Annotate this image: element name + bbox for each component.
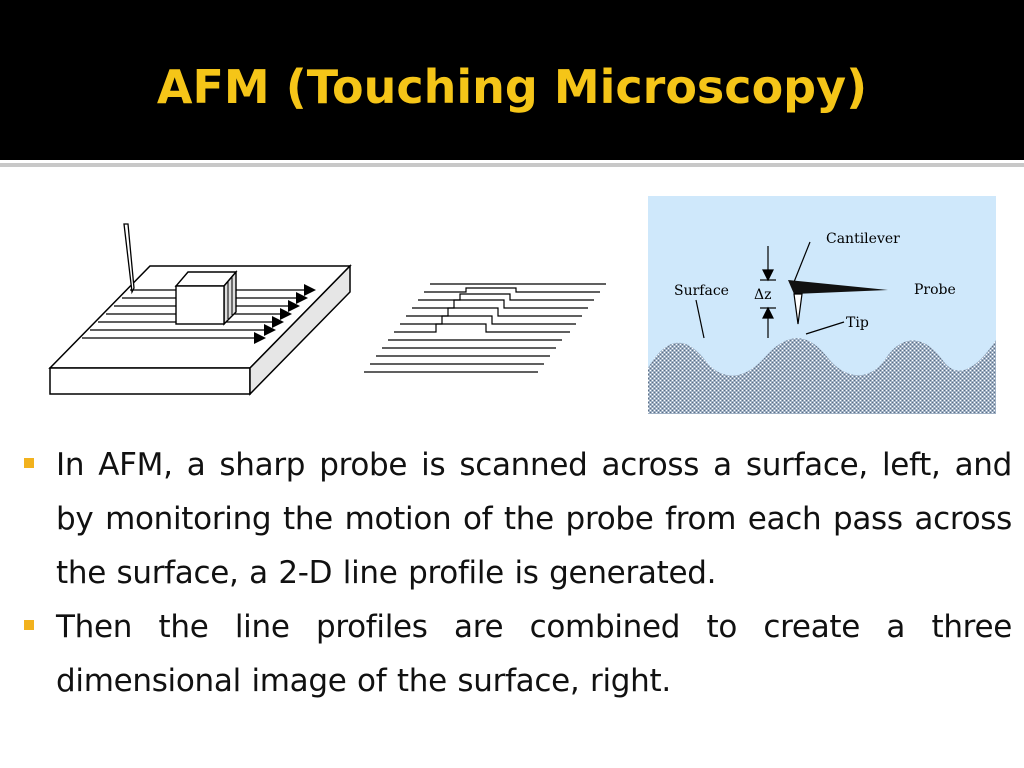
label-delta-z: Δz <box>754 287 772 303</box>
afm-scan-illustration <box>40 218 360 400</box>
cantilever-schematic <box>648 196 996 414</box>
label-probe: Probe <box>914 282 956 298</box>
bullet-item <box>20 438 1012 600</box>
bullet-item <box>20 600 1012 708</box>
probe-needle <box>124 224 134 292</box>
bullet-list <box>20 438 1012 708</box>
slide-title: AFM (Touching Microscopy) <box>156 60 868 114</box>
title-divider <box>0 163 1024 167</box>
label-tip: Tip <box>846 315 869 331</box>
bullet-text: In AFM, a sharp probe is scanned across a surface, left, and by monitoring the motion of the probe from each pass across the surface, a 2-D line profile is generated. <box>56 447 1012 591</box>
label-surface: Surface <box>674 283 729 299</box>
label-cantilever: Cantilever <box>826 231 900 247</box>
raised-feature <box>176 272 236 324</box>
bullet-square-icon <box>24 458 34 468</box>
line-profiles-illustration <box>348 276 618 380</box>
profile-lines <box>364 284 606 372</box>
bullet-text: Then the line profiles are combined to create a three dimensional image of the surface, right. <box>56 609 1012 699</box>
bullet-square-icon <box>24 620 34 630</box>
title-bar <box>0 0 1024 160</box>
sample-front-face <box>50 368 250 394</box>
